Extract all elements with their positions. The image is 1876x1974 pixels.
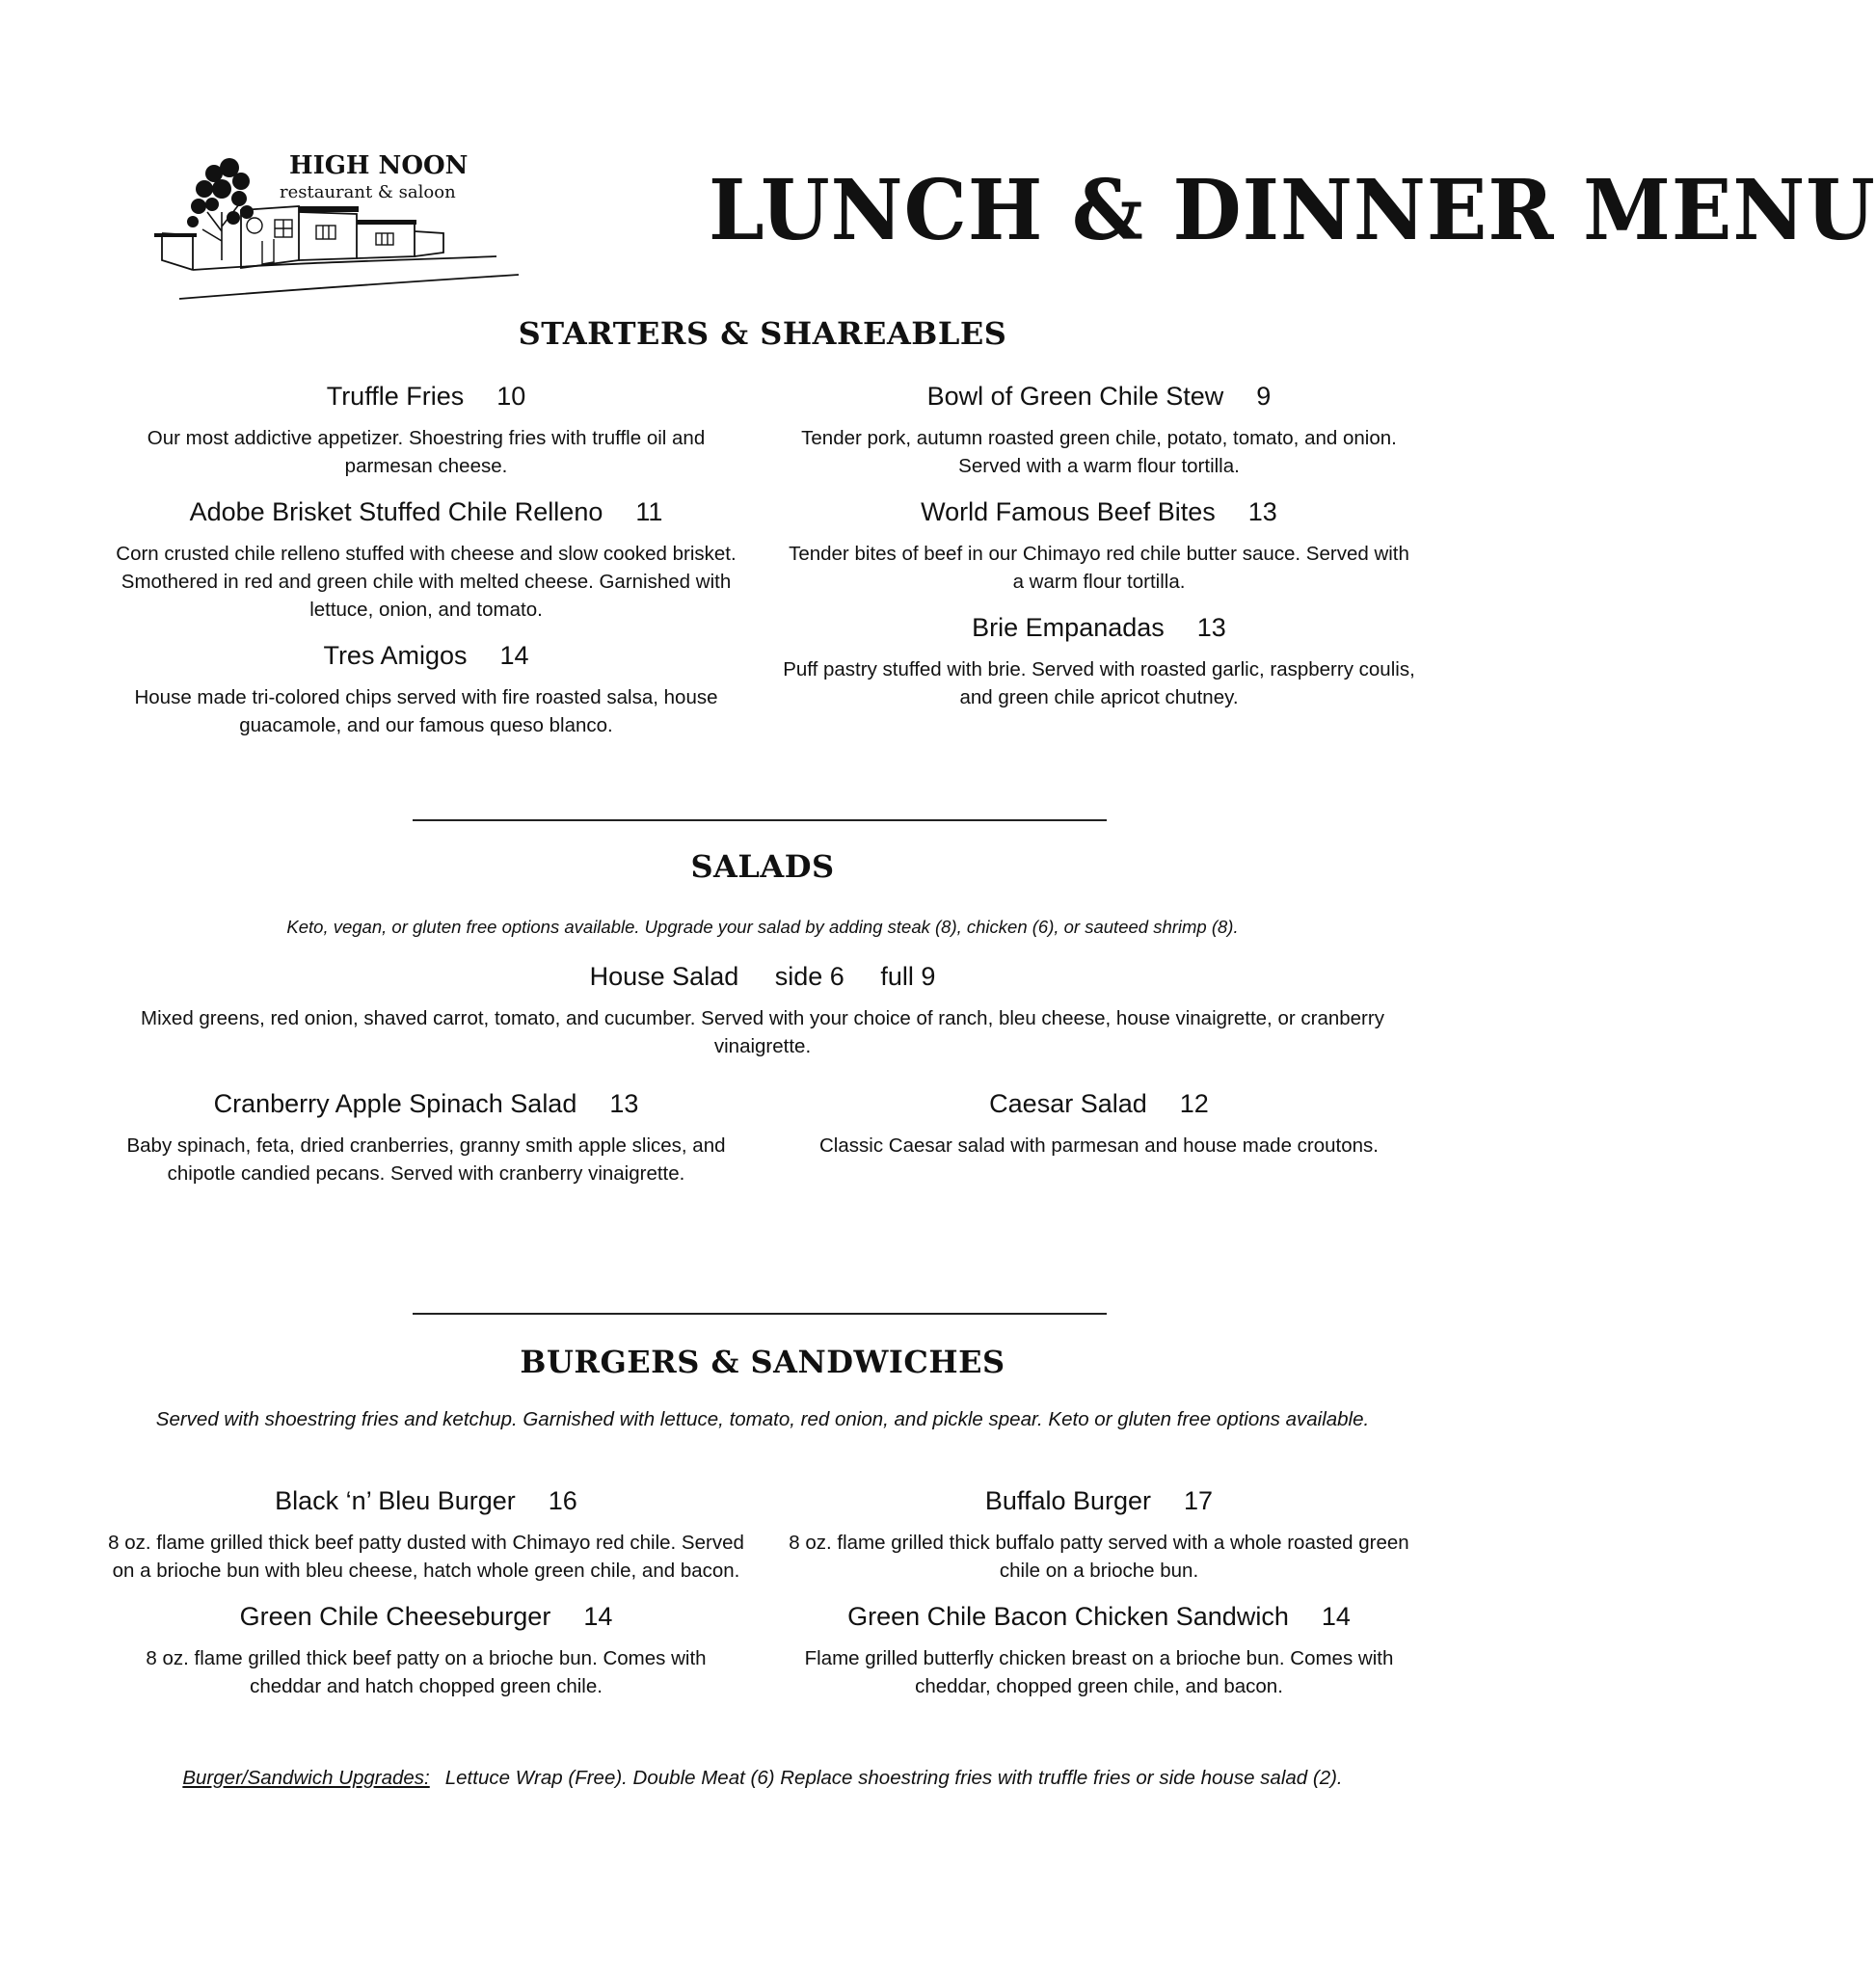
item-description: Tender pork, autumn roasted green chile, potato, tomato, and onion. Served with a warm flour tortilla. xyxy=(801,427,1397,477)
item-header xyxy=(781,380,1417,413)
item-name: Green Chile Bacon Chicken Sandwich xyxy=(847,1602,1289,1631)
item-price: 14 xyxy=(499,641,529,670)
salads-left-column xyxy=(108,1087,744,1203)
section-title-burgers: BURGERS & SANDWICHES xyxy=(520,1344,1005,1380)
item-price: 10 xyxy=(496,382,526,411)
item-name: Bowl of Green Chile Stew xyxy=(926,382,1224,411)
item-price: 13 xyxy=(1247,497,1277,526)
item-header xyxy=(781,1484,1417,1517)
item-description: Classic Caesar salad with parmesan and house made croutons. xyxy=(819,1134,1379,1157)
house-salad-item xyxy=(108,960,1417,1076)
item-description: 8 oz. flame grilled thick buffalo patty served with a whole roasted green chile on a brioche bun. xyxy=(789,1532,1409,1582)
item-name: World Famous Beef Bites xyxy=(921,497,1216,526)
adobe-building-illustration xyxy=(154,145,521,308)
item-description: Baby spinach, feta, dried cranberries, granny smith apple slices, and chipotle candied pecans. Served with cranberry vinaigrette. xyxy=(126,1134,726,1185)
restaurant-logo xyxy=(154,145,521,308)
item-header xyxy=(108,495,744,528)
item-description: Corn crusted chile relleno stuffed with cheese and slow cooked brisket. Smothered in red and green chile with melted cheese. Garnished with lettuce, onion, and tomato. xyxy=(116,543,737,621)
item-price: 9 xyxy=(1256,382,1272,411)
item-header xyxy=(781,611,1417,644)
starters-left-column xyxy=(108,380,744,755)
item-name: Tres Amigos xyxy=(323,641,468,670)
item-price: 11 xyxy=(635,497,663,526)
menu-item xyxy=(108,1484,744,1585)
menu-item xyxy=(781,1484,1417,1585)
item-price: 12 xyxy=(1179,1089,1209,1118)
menu-item xyxy=(781,380,1417,480)
item-name: Cranberry Apple Spinach Salad xyxy=(213,1089,577,1118)
menu-item xyxy=(108,1600,744,1700)
menu-item xyxy=(108,1087,744,1187)
item-price: 14 xyxy=(1321,1602,1351,1631)
menu-item xyxy=(781,1087,1417,1160)
section-divider xyxy=(413,1313,1107,1315)
item-price: 13 xyxy=(609,1089,639,1118)
menu-item xyxy=(108,639,744,739)
burgers-note: Served with shoestring fries and ketchup. Garnished with lettuce, tomato, red onion, and pickle spear. Keto or gluten free options available. xyxy=(155,1408,1370,1430)
item-description: 8 oz. flame grilled thick beef patty dusted with Chimayo red chile. Served on a brioche bun with bleu cheese, hatch whole green chile, and bacon. xyxy=(108,1532,744,1582)
item-name: Buffalo Burger xyxy=(984,1486,1152,1515)
item-price: 16 xyxy=(548,1486,577,1515)
upgrades-text: Lettuce Wrap (Free). Double Meat (6) Replace shoestring fries with truffle fries or side house salad (2). xyxy=(444,1767,1343,1789)
menu-item xyxy=(108,495,744,624)
item-name: Truffle Fries xyxy=(326,382,465,411)
item-price-full: full 9 xyxy=(880,962,936,991)
item-name: Brie Empanadas xyxy=(972,613,1165,642)
item-header xyxy=(108,639,744,672)
item-name: House Salad xyxy=(589,962,739,991)
menu-item xyxy=(108,380,744,480)
item-price: 14 xyxy=(583,1602,613,1631)
item-price: 17 xyxy=(1184,1486,1214,1515)
upgrades-label: Burger/Sandwich Upgrades: xyxy=(182,1767,430,1789)
item-header xyxy=(781,1600,1417,1633)
section-title-starters: STARTERS & SHAREABLES xyxy=(518,315,1007,352)
menu-item xyxy=(781,1600,1417,1700)
item-description: 8 oz. flame grilled thick beef patty on a brioche bun. Comes with cheddar and hatch chopped green chile. xyxy=(146,1647,707,1697)
menu-title: LUNCH & DINNER MENU xyxy=(709,162,1876,259)
item-header xyxy=(108,1484,744,1517)
item-header xyxy=(781,1087,1417,1120)
item-description: House made tri-colored chips served with fire roasted salsa, house guacamole, and our famous queso blanco. xyxy=(134,686,718,736)
item-header xyxy=(781,495,1417,528)
salads-right-column xyxy=(781,1087,1417,1175)
menu-item xyxy=(781,495,1417,596)
menu-item xyxy=(781,611,1417,711)
item-name: Green Chile Cheeseburger xyxy=(239,1602,551,1631)
starters-right-column xyxy=(781,380,1417,727)
item-name: Black ‘n’ Bleu Burger xyxy=(275,1486,516,1515)
item-price: 13 xyxy=(1196,613,1226,642)
section-title-salads: SALADS xyxy=(690,848,835,885)
item-name: Adobe Brisket Stuffed Chile Relleno xyxy=(189,497,603,526)
item-description: Mixed greens, red onion, shaved carrot, tomato, and cucumber. Served with your choice of ranch, bleu cheese, house vinaigrette, or cranberry vinaigrette. xyxy=(141,1007,1384,1057)
burger-upgrades xyxy=(108,1764,1417,1792)
item-description: Puff pastry stuffed with brie. Served with roasted garlic, raspberry coulis, and green chile apricot chutney. xyxy=(783,658,1415,708)
logo-subtitle: restaurant & saloon xyxy=(280,182,456,202)
item-price-side: side 6 xyxy=(774,962,844,991)
item-header xyxy=(108,380,744,413)
item-description: Flame grilled butterfly chicken breast on a brioche bun. Comes with cheddar, chopped green chile, and bacon. xyxy=(804,1647,1394,1697)
logo-name: HIGH NOON xyxy=(289,151,469,180)
section-divider xyxy=(413,819,1107,821)
burgers-right-column xyxy=(781,1484,1417,1716)
item-description: Tender bites of beef in our Chimayo red chile butter sauce. Served with a warm flour tortilla. xyxy=(789,543,1409,593)
burgers-left-column xyxy=(108,1484,744,1716)
item-description: Our most addictive appetizer. Shoestring fries with truffle oil and parmesan cheese. xyxy=(147,427,706,477)
salads-note: Keto, vegan, or gluten free options available. Upgrade your salad by adding steak (8), chicken (6), or sauteed shrimp (8). xyxy=(286,917,1239,937)
item-name: Caesar Salad xyxy=(989,1089,1147,1118)
item-header xyxy=(108,1087,744,1120)
item-header xyxy=(108,960,1417,993)
item-header xyxy=(108,1600,744,1633)
